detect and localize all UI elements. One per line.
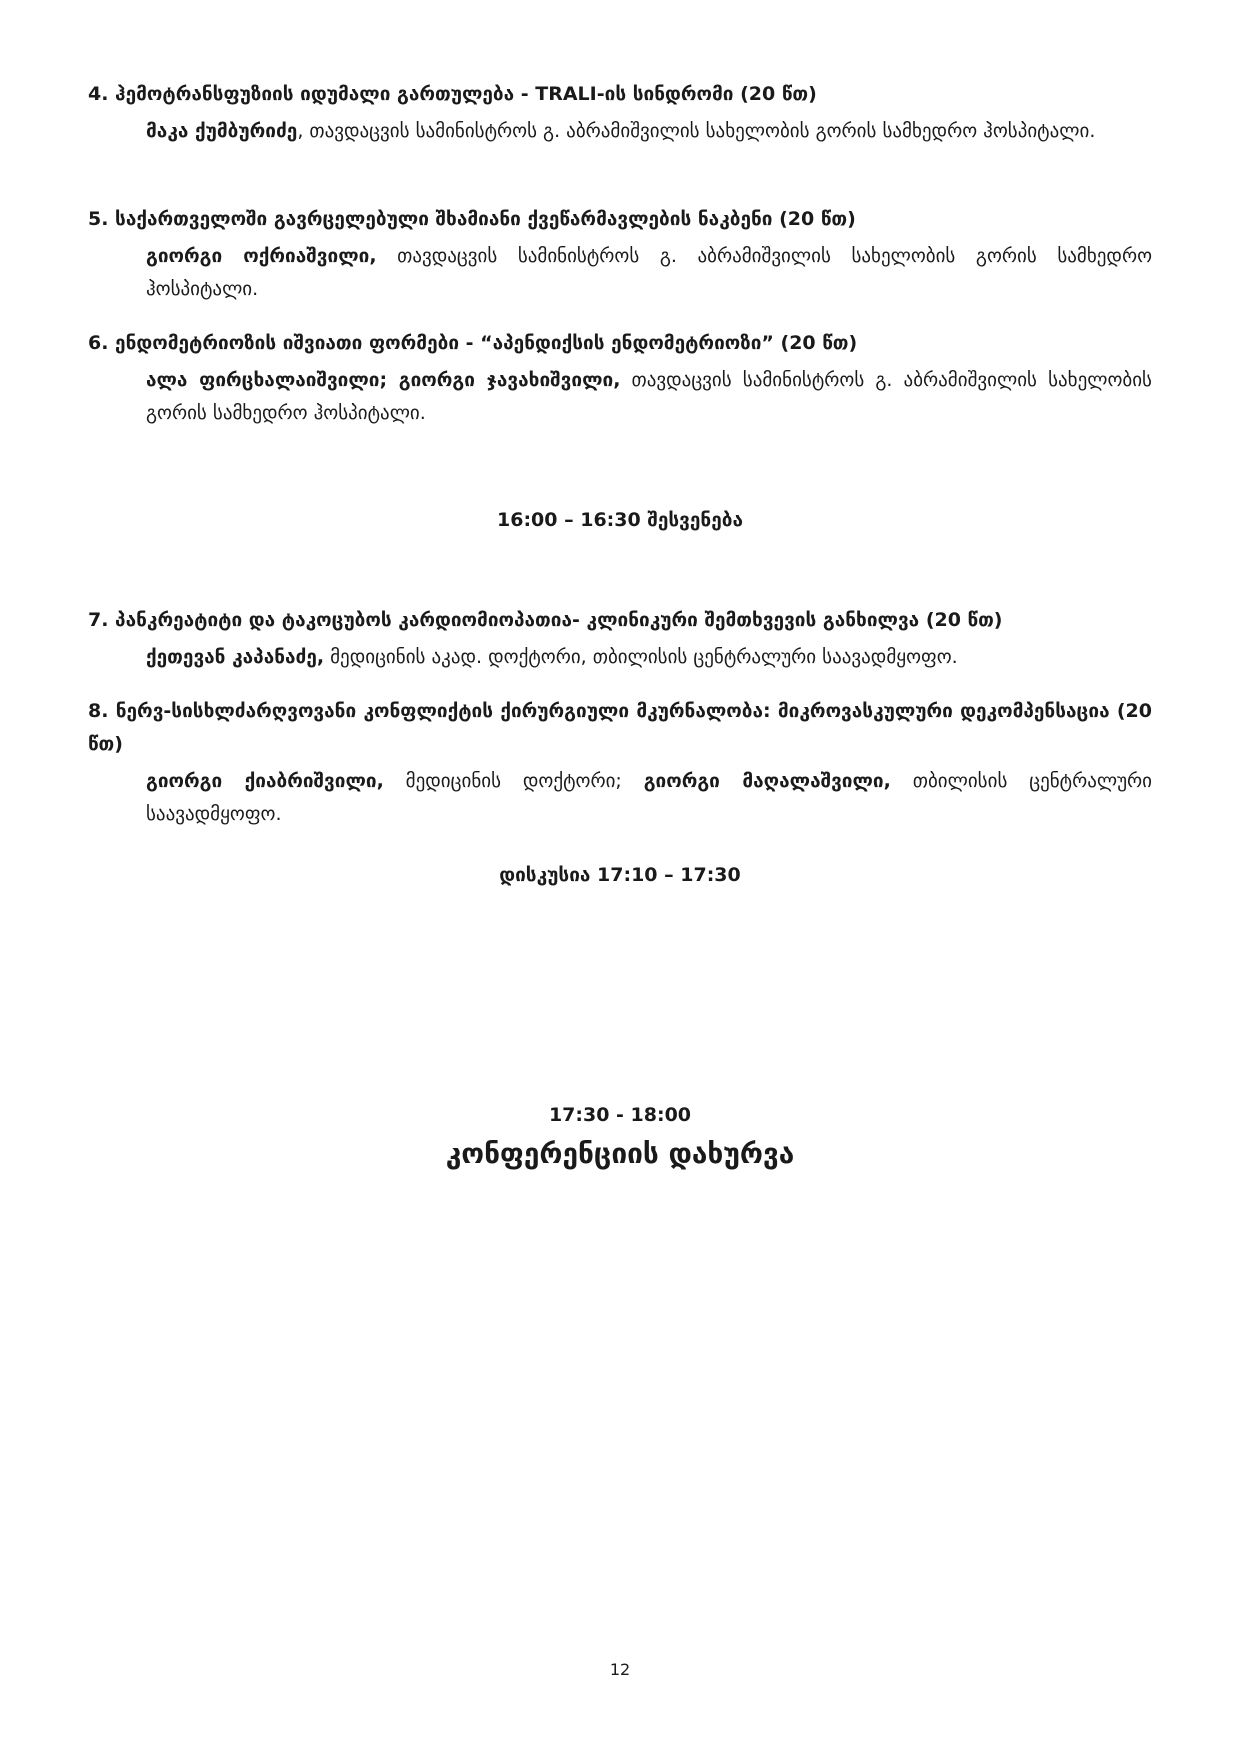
author-affiliation: მედიცინის აკად. დოქტორი, თბილისის ცენტრალური საავადმყოფო. — [324, 646, 958, 668]
author-affiliation: მედიცინის დოქტორი; — [383, 770, 644, 792]
program-item-4 — [88, 78, 1152, 148]
program-item-5 — [88, 203, 1152, 306]
author-affiliation: თბილისის ცენტრალური საავადმყოფო. — [146, 770, 1152, 825]
program-item-7 — [88, 604, 1152, 674]
author-name: გიორგი ქიაბრიშვილი, — [146, 770, 384, 792]
author-name: ქეთევან კაპანაძე, — [146, 646, 325, 668]
item-title: 6. ენდომეტრიოზის იშვიათი ფორმები - “აპენდიქსის ენდომეტრიოზი” (20 წთ) — [88, 332, 858, 354]
page-number: 12 — [609, 1660, 631, 1679]
author-name: გიორგი მაღალაშვილი, — [643, 770, 891, 792]
program-item-8 — [88, 695, 1152, 831]
item-authors — [146, 364, 1152, 430]
author-name: გიორგი ოქრიაშვილი, — [146, 245, 377, 267]
program-item-6 — [88, 327, 1152, 430]
item-title: 5. საქართველოში გავრცელებული შხამიანი ქვეწარმავლების ნაკბენი (20 წთ) — [88, 208, 856, 230]
author-affiliation: , თავდაცვის სამინისტროს გ. აბრამიშვილის სახელობის გორის სამხედრო ჰოსპიტალი. — [297, 120, 1096, 142]
item-title: 8. ნერვ-სისხლძარღვოვანი კონფლიქტის ქირურგიული მკურნალობა: მიკროვასკულური დეკომპენსაცია (20 წთ) — [88, 700, 1152, 755]
author-name: მაკა ქუმბურიძე — [146, 120, 298, 142]
closing-title: კონფერენციის დახურვა — [445, 1137, 795, 1170]
break-line: 16:00 – 16:30 შესვენება — [497, 509, 743, 531]
author-affiliation: თავდაცვის სამინისტროს გ. აბრამიშვილის სახელობის გორის სამხედრო ჰოსპიტალი. — [146, 245, 1153, 300]
author-name: ალა ფირცხალაიშვილი; გიორგი ჯავახიშვილი, — [146, 369, 621, 391]
item-title: 4. ჰემოტრანსფუზიის იდუმალი გართულება - TRALI-ის სინდრომი (20 წთ) — [88, 83, 817, 105]
item-title: 7. პანკრეატიტი და ტაკოცუბოს კარდიომიოპათია- კლინიკური შემთხვევის განხილვა (20 წთ) — [88, 609, 1003, 631]
author-affiliation: თავდაცვის სამინისტროს გ. აბრამიშვილის სახელობის გორის სამხედრო ჰოსპიტალი. — [146, 369, 1152, 424]
closing-time: 17:30 - 18:00 — [548, 1104, 692, 1126]
discussion-line: დისკუსია 17:10 – 17:30 — [499, 864, 741, 886]
item-authors — [146, 115, 1152, 148]
item-authors — [146, 765, 1152, 831]
item-authors — [146, 240, 1152, 306]
item-authors — [146, 641, 1152, 674]
